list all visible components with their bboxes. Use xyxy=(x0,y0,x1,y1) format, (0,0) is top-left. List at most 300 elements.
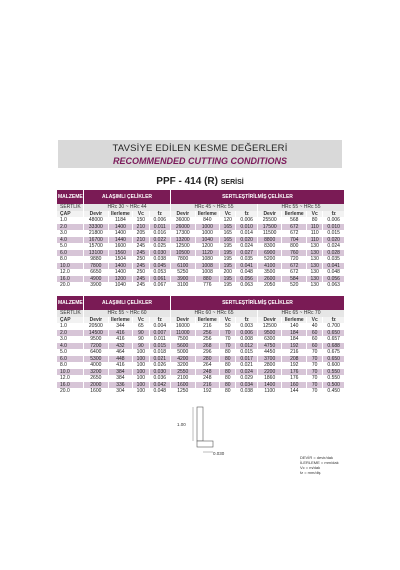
value-cell: 6900 xyxy=(257,250,282,257)
value-cell: 0.007 xyxy=(149,330,170,337)
value-cell: 80 xyxy=(220,349,236,356)
alloy-steel-header: ALAŞIMLI ÇELİKLER xyxy=(84,296,171,310)
diameter-cell: 16.0 xyxy=(57,382,84,389)
value-cell: 256 xyxy=(195,330,220,337)
column-header: fz xyxy=(236,211,257,218)
value-cell: 80 xyxy=(220,369,236,376)
value-cell: 195 xyxy=(220,276,236,283)
value-cell: 0.010 xyxy=(323,224,345,231)
value-cell: 17500 xyxy=(257,224,282,231)
value-cell: 100 xyxy=(133,388,149,395)
value-cell: 6100 xyxy=(171,263,196,270)
diameter-cell: 10.0 xyxy=(57,263,84,270)
hardness-range: HRc 60 ~ HRc 65 xyxy=(171,310,258,317)
value-cell: 0.053 xyxy=(149,269,170,276)
value-cell: 14500 xyxy=(84,330,109,337)
value-cell: 216 xyxy=(195,323,220,330)
value-cell: 60 xyxy=(307,343,323,350)
workpiece-step xyxy=(197,441,213,447)
value-cell: 0.048 xyxy=(323,269,345,276)
value-cell: 2100 xyxy=(171,375,196,382)
value-cell: 150 xyxy=(133,217,149,224)
diameter-cell: 16.0 xyxy=(57,276,84,283)
value-cell: 12500 xyxy=(257,323,282,330)
column-header: Devir xyxy=(257,211,282,218)
value-cell: 432 xyxy=(108,343,133,350)
diameter-cell: 20.0 xyxy=(57,388,84,395)
value-cell: 0.026 xyxy=(149,362,170,369)
value-cell: 520 xyxy=(282,282,307,289)
value-cell: 280 xyxy=(195,356,220,363)
value-cell: 0.061 xyxy=(149,276,170,283)
cut-depth-diagram xyxy=(175,405,235,457)
hardness-range: HRc 55 ~ HRc 55 xyxy=(257,204,344,211)
value-cell: 1440 xyxy=(108,237,133,244)
column-header: fz xyxy=(149,211,170,218)
value-cell: 776 xyxy=(195,282,220,289)
value-cell: 2600 xyxy=(257,276,282,283)
value-cell: 1008 xyxy=(195,263,220,270)
value-cell: 0.017 xyxy=(236,356,257,363)
value-cell: 80 xyxy=(307,217,323,224)
cutting-table-2 xyxy=(57,296,345,395)
value-cell: 0.025 xyxy=(149,243,170,250)
value-cell: 36000 xyxy=(171,217,196,224)
value-cell: 0.650 xyxy=(323,330,345,337)
column-header: Vc xyxy=(307,211,323,218)
value-cell: 195 xyxy=(220,243,236,250)
value-cell: 1100 xyxy=(257,388,282,395)
value-cell: 70 xyxy=(307,382,323,389)
value-cell: 100 xyxy=(133,382,149,389)
value-cell: 0.063 xyxy=(236,282,257,289)
value-cell: 80 xyxy=(220,356,236,363)
value-cell: 4750 xyxy=(257,343,282,350)
column-header: Devir xyxy=(171,211,196,218)
value-cell: 3200 xyxy=(84,369,109,376)
value-cell: 7800 xyxy=(171,256,196,263)
value-cell: 0.024 xyxy=(236,243,257,250)
column-header: İlerleme xyxy=(282,317,307,324)
value-cell: 70 xyxy=(307,356,323,363)
value-cell: 130 xyxy=(307,243,323,250)
value-cell: 0.042 xyxy=(149,382,170,389)
diameter-cell: 1.0 xyxy=(57,323,84,330)
value-cell: 70 xyxy=(307,388,323,395)
diameter-cell: 3.0 xyxy=(57,230,84,237)
value-cell: 0.020 xyxy=(236,237,257,244)
value-cell: 192 xyxy=(282,362,307,369)
value-cell: 5250 xyxy=(171,269,196,276)
diameter-cell: 2.0 xyxy=(57,224,84,231)
series-heading xyxy=(0,176,400,187)
legend-line-4: fz = mm/diş xyxy=(300,470,321,475)
value-cell: 0.038 xyxy=(149,256,170,263)
cutting-table-1 xyxy=(57,190,345,289)
value-cell: 195 xyxy=(220,263,236,270)
value-cell: 0.500 xyxy=(323,382,345,389)
value-cell: 1600 xyxy=(108,243,133,250)
value-cell: 720 xyxy=(282,256,307,263)
value-cell: 0.600 xyxy=(323,362,345,369)
value-cell: 9500 xyxy=(84,336,109,343)
value-cell: 70 xyxy=(307,375,323,382)
value-cell: 60 xyxy=(307,330,323,337)
value-cell: 70 xyxy=(220,330,236,337)
value-cell: 130 xyxy=(307,276,323,283)
value-cell: 15700 xyxy=(84,243,109,250)
column-header: İlerleme xyxy=(195,317,220,324)
diameter-header: ÇAP xyxy=(57,211,84,218)
value-cell: 176 xyxy=(282,375,307,382)
value-cell: 0.011 xyxy=(149,224,170,231)
value-cell: 0.004 xyxy=(149,323,170,330)
value-cell: 195 xyxy=(220,250,236,257)
value-cell: 256 xyxy=(195,336,220,343)
table-row xyxy=(57,388,345,395)
value-cell: 0.018 xyxy=(149,349,170,356)
value-cell: 1080 xyxy=(195,256,220,263)
value-cell: 208 xyxy=(282,356,307,363)
value-cell: 245 xyxy=(133,276,149,283)
value-cell: 0.675 xyxy=(323,349,345,356)
value-cell: 672 xyxy=(282,269,307,276)
value-cell: 0.012 xyxy=(236,343,257,350)
width-value: 0.030 xyxy=(213,451,225,456)
value-cell: 48000 xyxy=(84,217,109,224)
value-cell: 416 xyxy=(108,330,133,337)
diameter-cell: 4.0 xyxy=(57,343,84,350)
value-cell: 384 xyxy=(108,369,133,376)
value-cell: 80 xyxy=(220,388,236,395)
column-header: fz xyxy=(236,317,257,324)
value-cell: 6300 xyxy=(257,336,282,343)
value-cell: 4100 xyxy=(257,263,282,270)
value-cell: 2550 xyxy=(171,369,196,376)
value-cell: 100 xyxy=(133,362,149,369)
value-cell: 1200 xyxy=(195,243,220,250)
value-cell: 11000 xyxy=(171,330,196,337)
table-header-row xyxy=(57,296,345,310)
value-cell: 7800 xyxy=(84,263,109,270)
value-cell: 0.024 xyxy=(323,243,345,250)
diameter-cell: 8.0 xyxy=(57,362,84,369)
value-cell: 0.021 xyxy=(149,356,170,363)
value-cell: 248 xyxy=(195,369,220,376)
value-cell: 11500 xyxy=(257,230,282,237)
value-cell: 130 xyxy=(307,256,323,263)
value-cell: 4900 xyxy=(84,276,109,283)
value-cell: 40 xyxy=(307,323,323,330)
value-cell: 1040 xyxy=(108,282,133,289)
column-header: Devir xyxy=(257,317,282,324)
value-cell: 0.015 xyxy=(323,230,345,237)
value-cell: 9880 xyxy=(84,256,109,263)
value-cell: 464 xyxy=(108,349,133,356)
value-cell: 1600 xyxy=(84,388,109,395)
value-cell: 90 xyxy=(133,336,149,343)
value-cell: 0.041 xyxy=(323,263,345,270)
value-cell: 0.045 xyxy=(149,263,170,270)
diameter-cell: 6.0 xyxy=(57,356,84,363)
value-cell: 3900 xyxy=(171,276,196,283)
value-cell: 1600 xyxy=(171,382,196,389)
series-suffix: SERİSİ xyxy=(220,179,244,186)
value-cell: 248 xyxy=(195,375,220,382)
value-cell: 80 xyxy=(220,375,236,382)
value-cell: 416 xyxy=(108,362,133,369)
value-cell: 672 xyxy=(282,224,307,231)
value-cell: 2000 xyxy=(84,382,109,389)
value-cell: 0.020 xyxy=(323,237,345,244)
value-cell: 1504 xyxy=(108,256,133,263)
hardness-label: SERTLİK xyxy=(57,310,84,317)
value-cell: 200 xyxy=(220,269,236,276)
value-cell: 80 xyxy=(220,382,236,389)
value-cell: 100 xyxy=(133,369,149,376)
series-code: PPF - 414 (R) xyxy=(156,176,218,187)
value-cell: 296 xyxy=(195,349,220,356)
value-cell: 0.006 xyxy=(323,217,345,224)
column-header: fz xyxy=(323,211,345,218)
value-cell: 210 xyxy=(133,224,149,231)
value-cell: 3100 xyxy=(171,282,196,289)
value-cell: 584 xyxy=(282,276,307,283)
hardness-range: HRc 65 ~ HRc 70 xyxy=(257,310,344,317)
diameter-cell: 10.0 xyxy=(57,369,84,376)
column-header: Vc xyxy=(220,211,236,218)
alloy-steel-header: ALAŞIMLI ÇELİKLER xyxy=(84,190,171,204)
value-cell: 0.006 xyxy=(236,330,257,337)
value-cell: 20500 xyxy=(84,323,109,330)
value-cell: 0.038 xyxy=(236,388,257,395)
value-cell: 5300 xyxy=(84,356,109,363)
value-cell: 0.014 xyxy=(236,230,257,237)
value-cell: 0.550 xyxy=(323,375,345,382)
table-row xyxy=(57,282,345,289)
value-cell: 184 xyxy=(282,330,307,337)
value-cell: 0.011 xyxy=(149,336,170,343)
value-cell: 0.027 xyxy=(236,250,257,257)
value-cell: 205 xyxy=(133,230,149,237)
value-cell: 0.030 xyxy=(149,250,170,257)
title-turkish: TAVSİYE EDİLEN KESME DEĞERLERİ xyxy=(112,143,288,154)
value-cell: 8300 xyxy=(257,243,282,250)
value-cell: 416 xyxy=(108,336,133,343)
tool-outline xyxy=(197,407,203,441)
value-cell: 344 xyxy=(108,323,133,330)
column-header: fz xyxy=(149,317,170,324)
value-cell: 195 xyxy=(220,282,236,289)
value-cell: 245 xyxy=(133,243,149,250)
value-cell: 0.450 xyxy=(323,388,345,395)
value-cell: 6650 xyxy=(84,269,109,276)
value-cell: 165 xyxy=(220,230,236,237)
value-cell: 1000 xyxy=(195,224,220,231)
diameter-cell: 6.0 xyxy=(57,250,84,257)
value-cell: 90 xyxy=(133,343,149,350)
value-cell: 0.035 xyxy=(236,256,257,263)
column-header: İlerleme xyxy=(108,211,133,218)
value-cell: 268 xyxy=(195,343,220,350)
value-cell: 2200 xyxy=(257,369,282,376)
hardness-range: HRc 45 ~ HRc 55 xyxy=(171,204,258,211)
hardened-steel-header: SERTLEŞTİRİLMİŞ ÇELİKLER xyxy=(171,296,345,310)
value-cell: 0.006 xyxy=(236,217,257,224)
value-cell: 0.024 xyxy=(236,369,257,376)
value-cell: 1008 xyxy=(195,269,220,276)
value-cell: 216 xyxy=(195,382,220,389)
column-header: Vc xyxy=(133,211,149,218)
diameter-cell: 4.0 xyxy=(57,237,84,244)
value-cell: 8800 xyxy=(257,237,282,244)
value-cell: 1860 xyxy=(257,375,282,382)
value-cell: 5200 xyxy=(257,256,282,263)
value-cell: 16700 xyxy=(84,237,109,244)
value-cell: 3900 xyxy=(84,282,109,289)
column-header: fz xyxy=(323,317,345,324)
value-cell: 13100 xyxy=(84,250,109,257)
value-cell: 176 xyxy=(282,369,307,376)
value-cell: 0.015 xyxy=(149,343,170,350)
value-cell: 1400 xyxy=(108,224,133,231)
title-english: RECOMMENDED CUTTING CONDITIONS xyxy=(113,156,287,166)
units-legend xyxy=(300,455,360,475)
value-cell: 110 xyxy=(307,237,323,244)
value-cell: 70 xyxy=(307,349,323,356)
value-cell: 0.550 xyxy=(323,369,345,376)
value-cell: 184 xyxy=(282,336,307,343)
value-cell: 33300 xyxy=(84,224,109,231)
diameter-cell: 20.0 xyxy=(57,282,84,289)
value-cell: 800 xyxy=(282,243,307,250)
diameter-cell: 12.0 xyxy=(57,269,84,276)
value-cell: 250 xyxy=(133,256,149,263)
column-header: Vc xyxy=(307,317,323,324)
value-cell: 130 xyxy=(307,269,323,276)
diameter-cell: 2.0 xyxy=(57,330,84,337)
hardened-steel-header: SERTLEŞTİRİLMİŞ ÇELİKLER xyxy=(171,190,345,204)
diameter-cell: 3.0 xyxy=(57,336,84,343)
value-cell: 192 xyxy=(195,388,220,395)
value-cell: 0.067 xyxy=(149,282,170,289)
diameter-cell: 12.0 xyxy=(57,375,84,382)
diameter-cell: 1.0 xyxy=(57,217,84,224)
value-cell: 1120 xyxy=(195,250,220,257)
value-cell: 1560 xyxy=(108,250,133,257)
value-cell: 264 xyxy=(195,362,220,369)
value-cell: 1184 xyxy=(108,217,133,224)
value-cell: 0.056 xyxy=(323,276,345,283)
value-cell: 90 xyxy=(133,330,149,337)
value-cell: 0.063 xyxy=(323,282,345,289)
value-cell: 2800 xyxy=(257,362,282,369)
value-cell: 1400 xyxy=(108,230,133,237)
value-cell: 144 xyxy=(282,388,307,395)
value-cell: 70 xyxy=(307,369,323,376)
value-cell: 840 xyxy=(195,217,220,224)
value-cell: 0.034 xyxy=(236,382,257,389)
legend-line-3: Vc = m/dak xyxy=(300,465,321,470)
value-cell: 0.048 xyxy=(236,269,257,276)
diameter-header: ÇAP xyxy=(57,317,84,324)
value-cell: 0.021 xyxy=(236,362,257,369)
value-cell: 10500 xyxy=(171,250,196,257)
diameter-cell: 5.0 xyxy=(57,243,84,250)
value-cell: 130 xyxy=(307,263,323,270)
column-header: Vc xyxy=(220,317,236,324)
value-cell: 0.016 xyxy=(149,230,170,237)
value-cell: 70 xyxy=(220,336,236,343)
value-cell: 0.030 xyxy=(149,369,170,376)
value-cell: 192 xyxy=(282,343,307,350)
value-cell: 0.010 xyxy=(236,224,257,231)
value-cell: 120 xyxy=(220,217,236,224)
value-cell: 110 xyxy=(307,224,323,231)
value-cell: 100 xyxy=(133,375,149,382)
value-cell: 0.700 xyxy=(323,323,345,330)
value-cell: 0.657 xyxy=(323,336,345,343)
value-cell: 0.015 xyxy=(236,349,257,356)
value-cell: 0.029 xyxy=(236,375,257,382)
value-cell: 1000 xyxy=(195,230,220,237)
value-cell: 1040 xyxy=(195,237,220,244)
value-cell: 4450 xyxy=(257,349,282,356)
value-cell: 0.006 xyxy=(149,217,170,224)
value-cell: 760 xyxy=(282,250,307,257)
value-cell: 0.028 xyxy=(323,250,345,257)
value-cell: 165 xyxy=(220,224,236,231)
value-cell: 2650 xyxy=(84,375,109,382)
hardness-label: SERTLİK xyxy=(57,204,84,211)
value-cell: 672 xyxy=(282,263,307,270)
value-cell: 1400 xyxy=(257,382,282,389)
value-cell: 160 xyxy=(282,382,307,389)
value-cell: 6400 xyxy=(84,349,109,356)
value-cell: 1400 xyxy=(108,263,133,270)
diameter-cell: 5.0 xyxy=(57,349,84,356)
value-cell: 25500 xyxy=(257,217,282,224)
value-cell: 0.056 xyxy=(236,276,257,283)
value-cell: 7500 xyxy=(171,336,196,343)
value-cell: 110 xyxy=(307,230,323,237)
value-cell: 130 xyxy=(307,250,323,257)
value-cell: 65 xyxy=(133,323,149,330)
value-cell: 9500 xyxy=(257,330,282,337)
value-cell: 880 xyxy=(195,276,220,283)
column-header: İlerleme xyxy=(282,211,307,218)
value-cell: 130 xyxy=(307,282,323,289)
value-cell: 80 xyxy=(220,362,236,369)
value-cell: 195 xyxy=(220,256,236,263)
depth-value: 1.00 xyxy=(177,422,186,427)
value-cell: 0.041 xyxy=(236,263,257,270)
value-cell: 672 xyxy=(282,230,307,237)
value-cell: 5600 xyxy=(171,343,196,350)
material-header: MALZEME xyxy=(57,190,84,204)
value-cell: 0.035 xyxy=(323,256,345,263)
value-cell: 0.048 xyxy=(149,388,170,395)
value-cell: 0.022 xyxy=(149,237,170,244)
value-cell: 16000 xyxy=(171,323,196,330)
value-cell: 165 xyxy=(220,237,236,244)
value-cell: 100 xyxy=(133,349,149,356)
value-cell: 3500 xyxy=(257,269,282,276)
value-cell: 384 xyxy=(108,375,133,382)
hardness-range: HRc 30 ~ HRc 44 xyxy=(84,204,171,211)
value-cell: 1250 xyxy=(171,388,196,395)
column-header: İlerleme xyxy=(108,317,133,324)
